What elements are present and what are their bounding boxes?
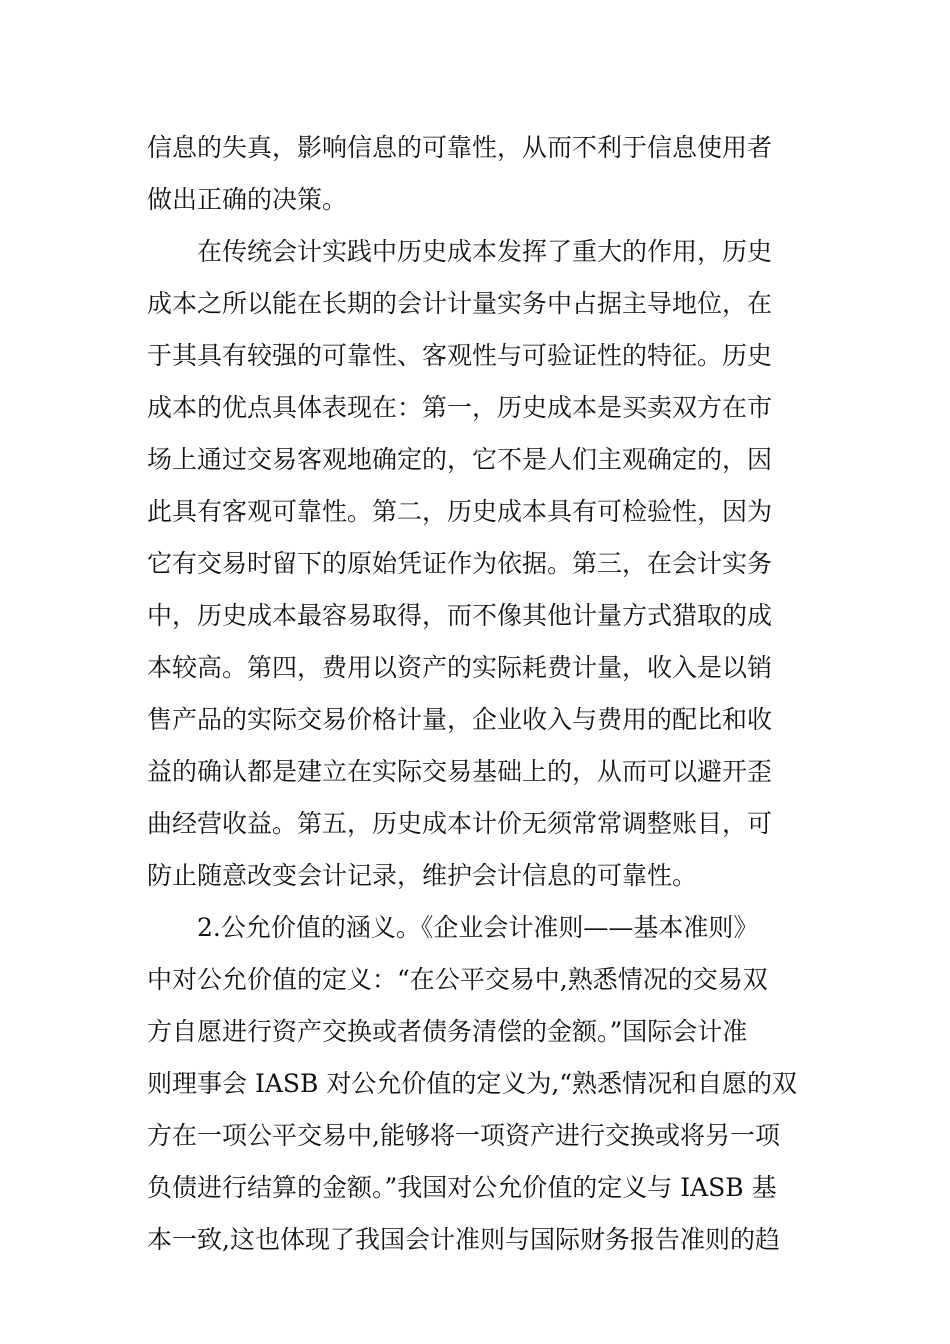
text-line: 本较高。第四，费用以资产的实际耗费计量，收入是以销 <box>147 653 773 682</box>
text-line: 防止随意改变会计记录，维护会计信息的可靠性。 <box>147 861 698 890</box>
text-line: 本一致,这也体现了我国会计准则与国际财务报告准则的趋 <box>147 1225 780 1254</box>
text-line: 它有交易时留下的原始凭证作为依据。第三，在会计实务 <box>147 549 773 578</box>
text-line: 方在一项公平交易中,能够将一项资产进行交换或将另一项 <box>147 1121 780 1150</box>
text-line: 信息的失真，影响信息的可靠性，从而不利于信息使用者 <box>147 133 773 162</box>
text-line: 负债进行结算的金额。”我国对公允价值的定义与 IASB 基 <box>147 1173 777 1202</box>
body-text <box>147 122 807 1266</box>
text-line: 中，历史成本最容易取得，而不像其他计量方式猎取的成 <box>147 601 773 630</box>
text-line: 场上通过交易客观地确定的，它不是人们主观确定的，因 <box>147 445 773 474</box>
text-line: 售产品的实际交易价格计量，企业收入与费用的配比和收 <box>147 705 773 734</box>
text-line: 成本的优点具体表现在：第一，历史成本是买卖双方在市 <box>147 393 773 422</box>
text-line: 曲经营收益。第五，历史成本计价无须常常调整账目，可 <box>147 809 773 838</box>
text-line: 此具有客观可靠性。第二，历史成本具有可检验性，因为 <box>147 497 773 526</box>
paragraph-start-line: 在传统会计实践中历史成本发挥了重大的作用，历史 <box>197 237 773 266</box>
text-line: 则理事会 IASB 对公允价值的定义为,“熟悉情况和自愿的双 <box>147 1069 798 1098</box>
text-line: 方自愿进行资产交换或者债务清偿的金额。”国际会计准 <box>147 1017 748 1046</box>
text-line: 益的确认都是建立在实际交易基础上的，从而可以避开歪 <box>147 757 773 786</box>
text-line: 做出正确的决策。 <box>147 185 348 214</box>
text-line: 于其具有较强的可靠性、客观性与可验证性的特征。历史 <box>147 341 773 370</box>
text-line: 成本之所以能在长期的会计计量实务中占据主导地位，在 <box>147 289 773 318</box>
paragraph-start-line: 2.公允价值的涵义。《企业会计准则——基本准则》 <box>197 913 759 942</box>
text-line: 中对公允价值的定义：“在公平交易中,熟悉情况的交易双 <box>147 965 768 994</box>
